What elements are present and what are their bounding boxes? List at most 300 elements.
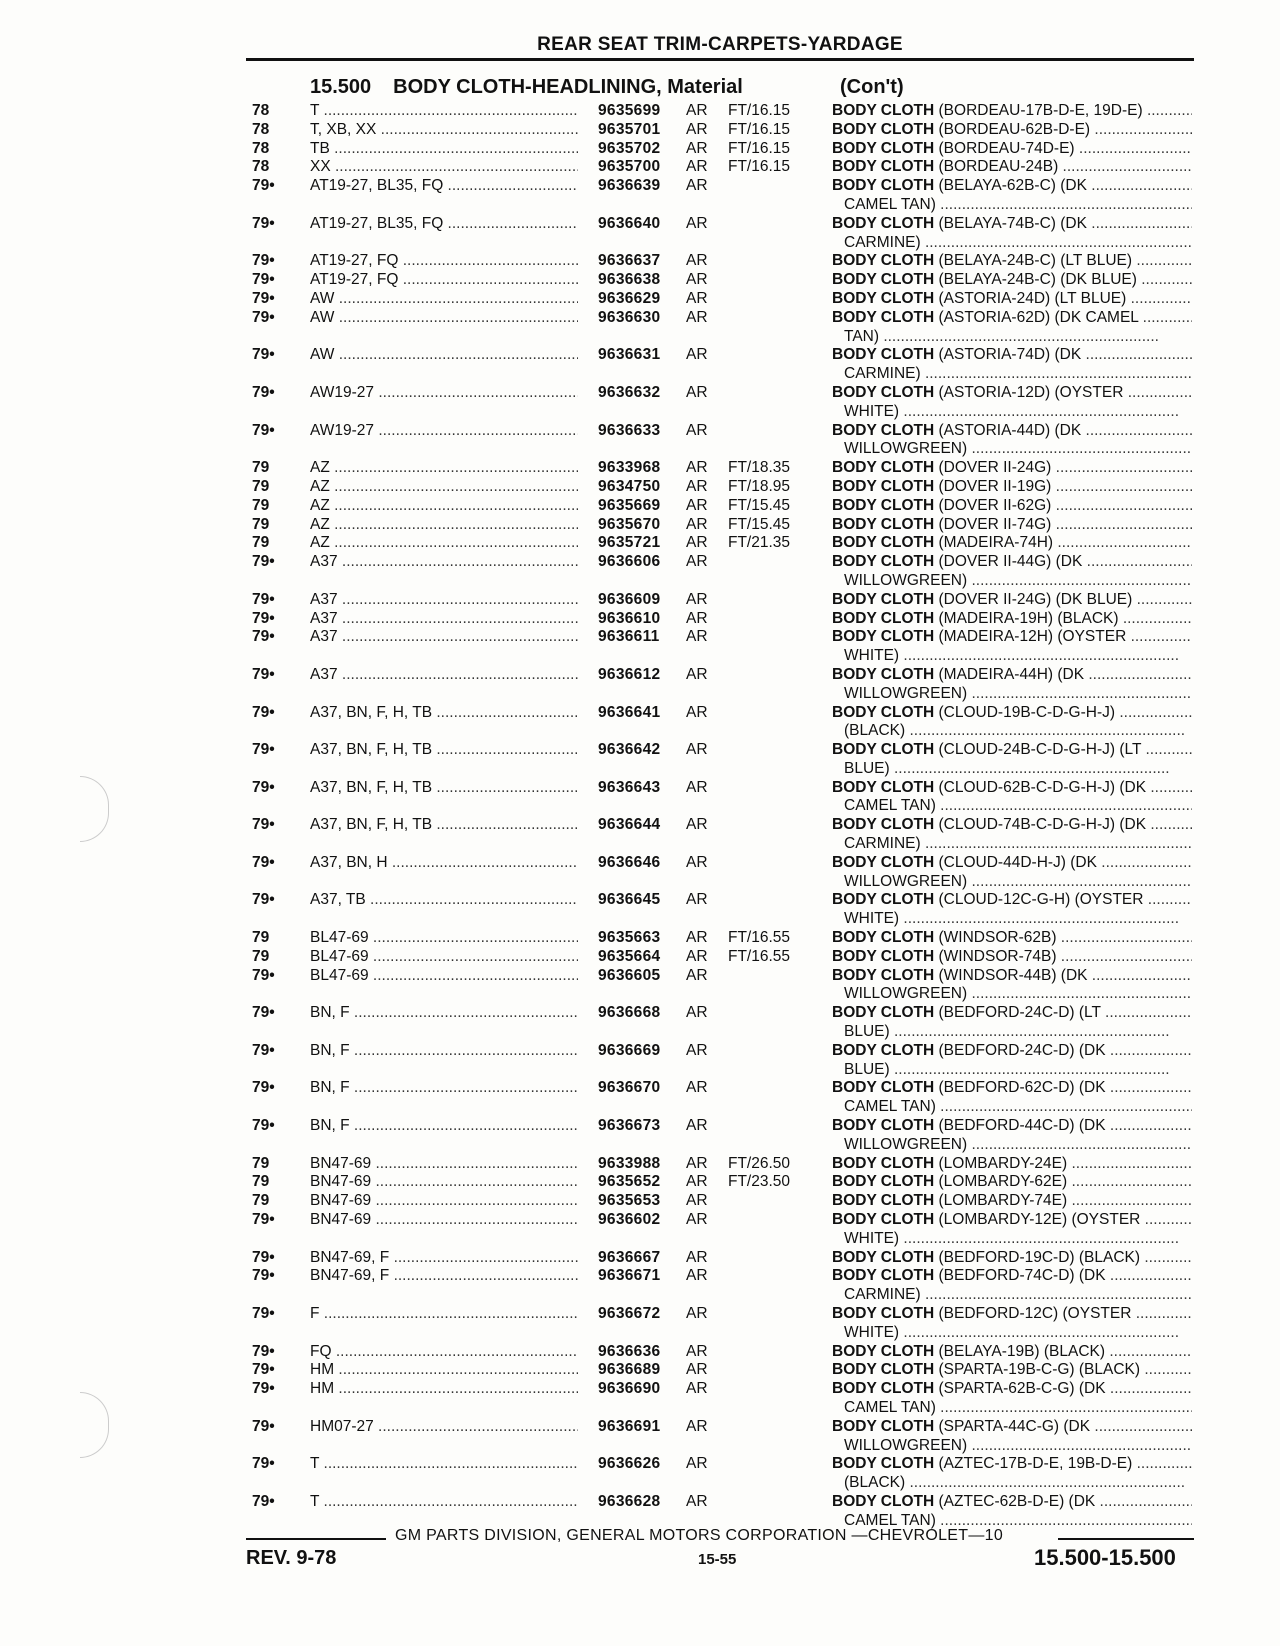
parts-row [0, 478, 1280, 497]
model-year: 79• [252, 1361, 275, 1379]
quantity: AR [686, 590, 708, 608]
quantity: AR [686, 1380, 708, 1398]
description [832, 741, 1192, 779]
description-label: BODY CLOTH [832, 421, 935, 439]
application: AZ ..... [310, 516, 578, 535]
price-per-foot: FT/16.55 [728, 929, 791, 947]
application: TB ..... [310, 140, 578, 159]
application: AW ..... [310, 309, 578, 328]
part-number: 9636690 [598, 1380, 661, 1398]
description-detail: (BEDFORD-74C-D) (DK [938, 1267, 1106, 1285]
application: A37, BN, F, H, TB ..... [310, 704, 578, 723]
application: F ..... [310, 1305, 578, 1324]
description-line [832, 346, 1192, 365]
quantity: AR [686, 1492, 708, 1510]
price-per-foot: FT/16.15 [728, 158, 791, 176]
part-number: 9636671 [598, 1267, 661, 1285]
description-label: BODY CLOTH [832, 289, 935, 307]
parts-row [0, 1343, 1280, 1362]
quantity: AR [686, 289, 708, 307]
parts-row [0, 516, 1280, 535]
parts-row [0, 459, 1280, 478]
price-per-foot: FT/21.35 [728, 534, 791, 552]
quantity: AR [686, 1041, 708, 1059]
footer-rule-right [1058, 1538, 1194, 1540]
description-detail: (LOMBARDY-12E) (OYSTER [938, 1211, 1141, 1229]
application: BN, F ..... [310, 1042, 578, 1061]
description-label: BODY CLOTH [832, 477, 935, 495]
description [832, 553, 1192, 591]
description-line [832, 1343, 1192, 1362]
part-number: 9636669 [598, 1041, 661, 1059]
quantity: AR [686, 947, 708, 965]
quantity: AR [686, 383, 708, 401]
part-number: 9636606 [598, 553, 661, 571]
quantity: AR [686, 496, 708, 514]
description-line [832, 948, 1192, 967]
model-year: 79• [252, 590, 275, 608]
description-continuation: BLUE) ..... [832, 1061, 1192, 1080]
description-line [832, 252, 1192, 271]
quantity: AR [686, 609, 708, 627]
quantity: AR [686, 1004, 708, 1022]
page-number: 15-55 [698, 1551, 737, 1568]
quantity: AR [686, 477, 708, 495]
description-line [832, 967, 1192, 986]
description [832, 704, 1192, 742]
application: A37, BN, F, H, TB ..... [310, 741, 578, 760]
model-year: 79• [252, 1417, 275, 1435]
description [832, 1455, 1192, 1493]
model-year: 79• [252, 177, 275, 195]
model-year: 79• [252, 628, 275, 646]
part-number: 9636611 [598, 628, 660, 646]
parts-row [0, 610, 1280, 629]
model-year: 79 [252, 515, 270, 533]
application: BN47-69 ..... [310, 1192, 578, 1211]
parts-row [0, 591, 1280, 610]
description-detail: (BELAYA-24B-C) (DK BLUE) [938, 271, 1137, 289]
model-year: 79• [252, 816, 275, 834]
description-detail: (SPARTA-62B-C-G) (DK [938, 1380, 1106, 1398]
quantity: AR [686, 853, 708, 871]
description [832, 1267, 1192, 1305]
description-line [832, 478, 1192, 497]
part-number: 9636691 [598, 1417, 661, 1435]
model-year: 79• [252, 1305, 275, 1322]
application: HM ..... [310, 1380, 578, 1399]
model-year: 79 [252, 459, 270, 477]
description-detail: (BEDFORD-24C-D) (LT [938, 1004, 1101, 1022]
model-year: 79 [252, 1192, 270, 1210]
description-line [832, 1192, 1192, 1211]
description-line [832, 628, 1192, 647]
description-detail: (ASTORIA-62D) (DK CAMEL [938, 308, 1139, 326]
quantity: AR [686, 1154, 708, 1172]
parts-row [0, 1173, 1280, 1192]
description-continuation: WILLOWGREEN) ..... [832, 440, 1192, 459]
quantity: AR [686, 1267, 708, 1285]
quantity: AR [686, 1211, 708, 1229]
parts-row [0, 1455, 1280, 1493]
description-label: BODY CLOTH [832, 703, 935, 721]
description-line [832, 516, 1192, 535]
description-label: BODY CLOTH [832, 1305, 935, 1322]
application: AW ..... [310, 290, 578, 309]
description-continuation: WHITE) ..... [832, 910, 1192, 929]
description-line [832, 102, 1192, 121]
description-line [832, 1455, 1192, 1474]
description-continuation: BLUE) ..... [832, 760, 1192, 779]
description-label: BODY CLOTH [832, 1192, 935, 1210]
parts-row [0, 121, 1280, 140]
quantity: AR [686, 515, 708, 533]
part-number: 9636631 [598, 346, 661, 364]
model-year: 79• [252, 1455, 275, 1473]
part-number: 9636605 [598, 966, 661, 984]
description-detail: (LOMBARDY-62E) [938, 1173, 1068, 1191]
part-number: 9636612 [598, 665, 661, 683]
model-year: 78 [252, 139, 270, 157]
description [832, 610, 1192, 629]
part-number: 9636629 [598, 289, 661, 307]
price-per-foot: FT/23.50 [728, 1173, 791, 1191]
description-detail: (WINDSOR-44B) (DK [938, 966, 1088, 984]
quantity: AR [686, 778, 708, 796]
description-line [832, 1155, 1192, 1174]
description-detail: (LOMBARDY-24E) [938, 1154, 1068, 1172]
description-detail: (SPARTA-19B-C-G) (BLACK) [938, 1361, 1141, 1379]
description [832, 1004, 1192, 1042]
description-label: BODY CLOTH [832, 1004, 935, 1022]
parts-row [0, 1418, 1280, 1456]
description-line [832, 1267, 1192, 1286]
page-header: REAR SEAT TRIM-CARPETS-YARDAGE [537, 34, 903, 55]
description-detail: (CLOUD-74B-C-D-G-H-J) (DK [938, 816, 1147, 834]
description-continuation: CAMEL TAN) ..... [832, 797, 1192, 816]
description-line [832, 741, 1192, 760]
price-per-foot: FT/15.45 [728, 496, 791, 514]
parts-row [0, 666, 1280, 704]
description [832, 1155, 1192, 1174]
description-line [832, 1117, 1192, 1136]
price-per-foot: FT/26.50 [728, 1154, 791, 1172]
description [832, 459, 1192, 478]
quantity: AR [686, 1192, 708, 1210]
description-label: BODY CLOTH [832, 139, 935, 157]
model-year: 79• [252, 891, 275, 909]
part-number: 9635670 [598, 515, 661, 533]
description-line [832, 1173, 1192, 1192]
model-year: 79 [252, 534, 270, 552]
description-label: BODY CLOTH [832, 1417, 935, 1435]
quantity: AR [686, 421, 708, 439]
description-label: BODY CLOTH [832, 609, 935, 627]
model-year: 79• [252, 1004, 275, 1022]
application: FQ ..... [310, 1343, 578, 1362]
description-detail: (MADEIRA-44H) (DK [938, 665, 1085, 683]
description-line [832, 459, 1192, 478]
description [832, 271, 1192, 290]
description-label: BODY CLOTH [832, 1492, 935, 1510]
model-year: 79• [252, 421, 275, 439]
description-label: BODY CLOTH [832, 853, 935, 871]
description [832, 1173, 1192, 1192]
description [832, 1192, 1192, 1211]
description-detail: (CLOUD-24B-C-D-G-H-J) (LT [938, 741, 1142, 759]
quantity: AR [686, 1417, 708, 1435]
description-detail: (DOVER II-62G) [938, 496, 1052, 514]
description-detail: (BEDFORD-62C-D) (DK [938, 1079, 1106, 1097]
model-year: 79 [252, 929, 270, 947]
parts-row [0, 309, 1280, 347]
description-line [832, 177, 1192, 196]
model-year: 79 [252, 947, 270, 965]
part-number: 9635699 [598, 102, 661, 119]
model-year: 79• [252, 741, 275, 759]
parts-row [0, 628, 1280, 666]
description-label: BODY CLOTH [832, 1380, 935, 1398]
price-per-foot: FT/16.15 [728, 139, 791, 157]
description [832, 1493, 1192, 1531]
model-year: 79 [252, 1154, 270, 1172]
description-detail: (ASTORIA-74D) (DK [938, 346, 1082, 364]
model-year: 79 [252, 496, 270, 514]
parts-row [0, 741, 1280, 779]
part-number: 9635701 [598, 120, 661, 138]
parts-row [0, 854, 1280, 892]
description-line [832, 534, 1192, 553]
description [832, 102, 1192, 121]
model-year: 79 [252, 477, 270, 495]
quantity: AR [686, 271, 708, 289]
parts-row [0, 1004, 1280, 1042]
description-line [832, 497, 1192, 516]
description-continuation: WHITE) ..... [832, 403, 1192, 422]
description [832, 290, 1192, 309]
application: AW19-27 ..... [310, 384, 578, 403]
price-per-foot: FT/15.45 [728, 515, 791, 533]
quantity: AR [686, 158, 708, 176]
price-per-foot: FT/16.15 [728, 120, 791, 138]
description [832, 140, 1192, 159]
price-per-foot: FT/18.95 [728, 477, 791, 495]
description-line [832, 779, 1192, 798]
description-line [832, 816, 1192, 835]
description-detail: (BELAYA-62B-C) (DK [938, 177, 1087, 195]
description-label: BODY CLOTH [832, 1342, 935, 1360]
description-label: BODY CLOTH [832, 158, 935, 176]
description-label: BODY CLOTH [832, 1173, 935, 1191]
quantity: AR [686, 891, 708, 909]
description-detail: (BEDFORD-19C-D) (BLACK) [938, 1248, 1141, 1266]
parts-row [0, 215, 1280, 253]
description-detail: (BELAYA-74B-C) (DK [938, 214, 1087, 232]
application: HM07-27 ..... [310, 1418, 578, 1437]
description [832, 177, 1192, 215]
description-detail: (MADEIRA-74H) [938, 534, 1054, 552]
application: BN47-69 ..... [310, 1211, 578, 1230]
part-number: 9634750 [598, 477, 661, 495]
model-year: 79• [252, 1248, 275, 1266]
description-line [832, 158, 1192, 177]
description-detail: (CLOUD-19B-C-D-G-H-J) [938, 703, 1116, 721]
application: A37, BN, H ..... [310, 854, 578, 873]
quantity: AR [686, 252, 708, 270]
quantity: AR [686, 665, 708, 683]
description-detail: (BELAYA-19B) (BLACK) [938, 1342, 1106, 1360]
part-number: 9635700 [598, 158, 661, 176]
price-per-foot: FT/16.15 [728, 102, 791, 119]
description-label: BODY CLOTH [832, 120, 935, 138]
description [832, 1042, 1192, 1080]
description [832, 252, 1192, 271]
description-continuation: (BLACK) ..... [832, 722, 1192, 741]
model-year: 79• [252, 1380, 275, 1398]
description-line [832, 1211, 1192, 1230]
parts-row [0, 967, 1280, 1005]
description-line [832, 1380, 1192, 1399]
description-continuation: WILLOWGREEN) ..... [832, 985, 1192, 1004]
description-detail: (ASTORIA-24D) (LT BLUE) [938, 289, 1127, 307]
quantity: AR [686, 816, 708, 834]
description-continuation: BLUE) ..... [832, 1023, 1192, 1042]
description-detail: (AZTEC-62B-D-E) (DK [938, 1492, 1096, 1510]
description-label: BODY CLOTH [832, 346, 935, 364]
application: BN47-69, F ..... [310, 1267, 578, 1286]
section-continued: (Con't) [840, 76, 904, 98]
parts-row [0, 177, 1280, 215]
quantity: AR [686, 177, 708, 195]
description-line [832, 591, 1192, 610]
description-label: BODY CLOTH [832, 947, 935, 965]
description-line [832, 121, 1192, 140]
description-line [832, 1079, 1192, 1098]
description [832, 1418, 1192, 1456]
description-line [832, 140, 1192, 159]
description [832, 1211, 1192, 1249]
description-continuation: CARMINE) ..... [832, 234, 1192, 253]
description-line [832, 1418, 1192, 1437]
application: AZ ..... [310, 497, 578, 516]
description-continuation: WILLOWGREEN) ..... [832, 685, 1192, 704]
description-detail: (BORDEAU-17B-D-E, 19D-E) [938, 102, 1143, 119]
parts-row [0, 1267, 1280, 1305]
parts-row [0, 158, 1280, 177]
description [832, 1117, 1192, 1155]
quantity: AR [686, 459, 708, 477]
quantity: AR [686, 534, 708, 552]
quantity: AR [686, 1361, 708, 1379]
parts-row [0, 252, 1280, 271]
part-number: 9636641 [598, 703, 661, 721]
model-year: 79• [252, 271, 275, 289]
description-line [832, 309, 1192, 328]
description-continuation: (BLACK) ..... [832, 1474, 1192, 1493]
description-detail: (WINDSOR-62B) [938, 929, 1057, 947]
quantity: AR [686, 741, 708, 759]
section-title [310, 76, 765, 99]
description-label: BODY CLOTH [832, 1361, 935, 1379]
model-year: 79• [252, 665, 275, 683]
description-detail: (LOMBARDY-74E) [938, 1192, 1068, 1210]
description-continuation: CAMEL TAN) ..... [832, 196, 1192, 215]
description-line [832, 1004, 1192, 1023]
model-year: 79• [252, 1267, 275, 1285]
description [832, 591, 1192, 610]
model-year: 79• [252, 289, 275, 307]
description-label: BODY CLOTH [832, 1267, 935, 1285]
parts-row [0, 1155, 1280, 1174]
part-number: 9635664 [598, 947, 661, 965]
section-number: 15.500 [310, 76, 372, 98]
model-year: 78 [252, 120, 270, 138]
description [832, 121, 1192, 140]
model-year: 79• [252, 1079, 275, 1097]
quantity: AR [686, 1173, 708, 1191]
description [832, 534, 1192, 553]
section-name: BODY CLOTH-HEADLINING, Material [393, 76, 743, 98]
description-label: BODY CLOTH [832, 1211, 935, 1229]
part-number: 9636673 [598, 1117, 661, 1135]
description-line [832, 215, 1192, 234]
description-detail: (SPARTA-44C-G) (DK [938, 1417, 1091, 1435]
description-label: BODY CLOTH [832, 1455, 935, 1473]
application: HM ..... [310, 1361, 578, 1380]
description-detail: (BEDFORD-44C-D) (DK [938, 1117, 1106, 1135]
part-number: 9635721 [598, 534, 661, 552]
description-continuation: WHITE) ..... [832, 1324, 1192, 1343]
parts-row [0, 704, 1280, 742]
description-detail: (WINDSOR-74B) [938, 947, 1057, 965]
part-number: 9635652 [598, 1173, 661, 1191]
description-line [832, 666, 1192, 685]
parts-row [0, 102, 1280, 121]
quantity: AR [686, 1305, 708, 1322]
description [832, 1361, 1192, 1380]
description-label: BODY CLOTH [832, 966, 935, 984]
description-detail: (ASTORIA-44D) (DK [938, 421, 1082, 439]
description-label: BODY CLOTH [832, 553, 935, 571]
description-continuation: CAMEL TAN) ..... [832, 1098, 1192, 1117]
description-line [832, 1493, 1192, 1512]
description [832, 1305, 1192, 1343]
parts-row [0, 384, 1280, 422]
part-number: 9636602 [598, 1211, 661, 1229]
description-continuation: CARMINE) ..... [832, 365, 1192, 384]
parts-list [0, 102, 1280, 1531]
quantity: AR [686, 1079, 708, 1097]
description-label: BODY CLOTH [832, 741, 935, 759]
description-continuation: WILLOWGREEN) ..... [832, 572, 1192, 591]
application: AW19-27 ..... [310, 422, 578, 441]
description-label: BODY CLOTH [832, 816, 935, 834]
description-detail: (DOVER II-24G) [938, 459, 1052, 477]
description-label: BODY CLOTH [832, 1079, 935, 1097]
quantity: AR [686, 929, 708, 947]
part-number: 9635702 [598, 139, 661, 157]
quantity: AR [686, 628, 708, 646]
parts-row [0, 1117, 1280, 1155]
quantity: AR [686, 139, 708, 157]
model-year: 79• [252, 383, 275, 401]
description-label: BODY CLOTH [832, 778, 935, 796]
description-label: BODY CLOTH [832, 177, 935, 195]
part-number: 9635669 [598, 496, 661, 514]
part-number: 9636633 [598, 421, 661, 439]
quantity: AR [686, 966, 708, 984]
parts-row [0, 290, 1280, 309]
